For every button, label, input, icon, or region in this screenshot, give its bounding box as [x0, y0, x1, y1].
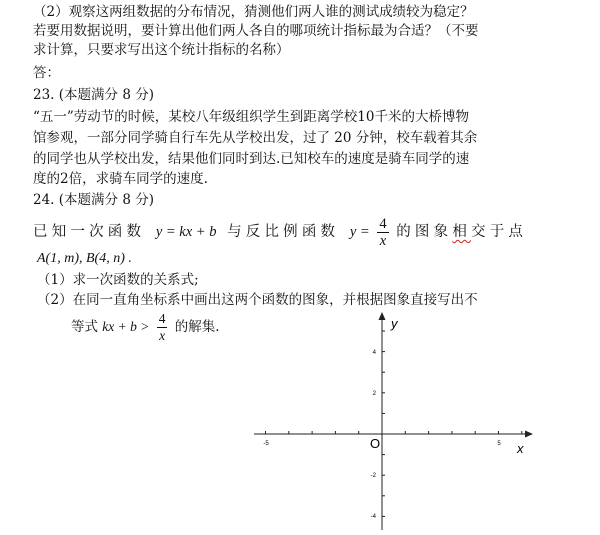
inverse-function-y: y =	[349, 224, 370, 240]
y-tick-label-2: 2	[372, 391, 376, 397]
q22-line-3: 求计算，只要求写出这个统计指标的名称）	[33, 42, 290, 58]
y-axis-label: y	[391, 316, 398, 331]
y-tick-label-neg2: -2	[370, 473, 376, 479]
q24-intro-mid: 与反比例函数	[227, 224, 340, 240]
inequality-fraction-denominator: x	[159, 328, 166, 343]
y-axis-arrow-icon	[379, 312, 386, 320]
q24-intro-pre: 已知一次函数	[33, 224, 146, 240]
q22-line-2: 若要用数据说明，要计算出他们两人各自的哪项统计指标最为合适？（不要	[33, 23, 479, 39]
x-tick-label-5: 5	[497, 441, 501, 447]
inequality-fraction-numerator: 4	[158, 311, 166, 326]
q23-line-1: “五一”劳动节的时候，某校八年级组织学生到距离学校10千米的大桥博物	[33, 109, 469, 125]
q24-intro-post-1: 的图象	[396, 224, 453, 240]
q23-line-3: 的同学也从学校出发，结果他们同时到达.已知校车的速度是骑车同学的速	[33, 151, 470, 167]
x-tick-label-neg5: -5	[263, 441, 269, 447]
origin-label: O	[370, 436, 381, 451]
q24-part-2: （2）在同一直角坐标系中画出这两个函数的图象，并根据图象直接写出不	[37, 292, 478, 308]
q23-line-2: 馆参观，一部分同学骑自行车先从学校出发，过了 20 分钟，校车载着其余	[33, 130, 478, 146]
x-axis-label: x	[517, 441, 524, 456]
q24-intro-post-2: 相	[452, 224, 472, 240]
q24-header: 24. (本题满分 8 分)	[33, 192, 154, 208]
x-axis-arrow-icon	[525, 431, 533, 438]
q24-part-1: （1）求一次函数的关系式;	[37, 272, 199, 288]
q23-line-4: 度的2倍，求骑车同学的速度.	[33, 171, 208, 187]
linear-function-expression: y = kx + b	[155, 224, 217, 240]
y-tick-label-neg4: -4	[370, 514, 376, 520]
intersection-points: A(1, m), B(4, n) .	[37, 251, 132, 266]
fraction-denominator: x	[379, 232, 387, 249]
q23-header: 23. (本题满分 8 分)	[33, 87, 154, 103]
inequality-post: 的解集.	[174, 319, 220, 335]
q22-answer-label: 答：	[33, 65, 60, 81]
q22-line-1: （2）观察这两组数据的分布情况，猜测他们两人谁的测试成绩较为稳定？	[33, 4, 474, 20]
inequality-pre: 等式	[71, 319, 98, 335]
q24-intro-post-3: 交于点	[471, 224, 528, 240]
y-tick-label-4: 4	[372, 350, 376, 356]
fraction-numerator: 4	[379, 215, 387, 232]
inequality-expression: kx + b >	[102, 319, 150, 334]
